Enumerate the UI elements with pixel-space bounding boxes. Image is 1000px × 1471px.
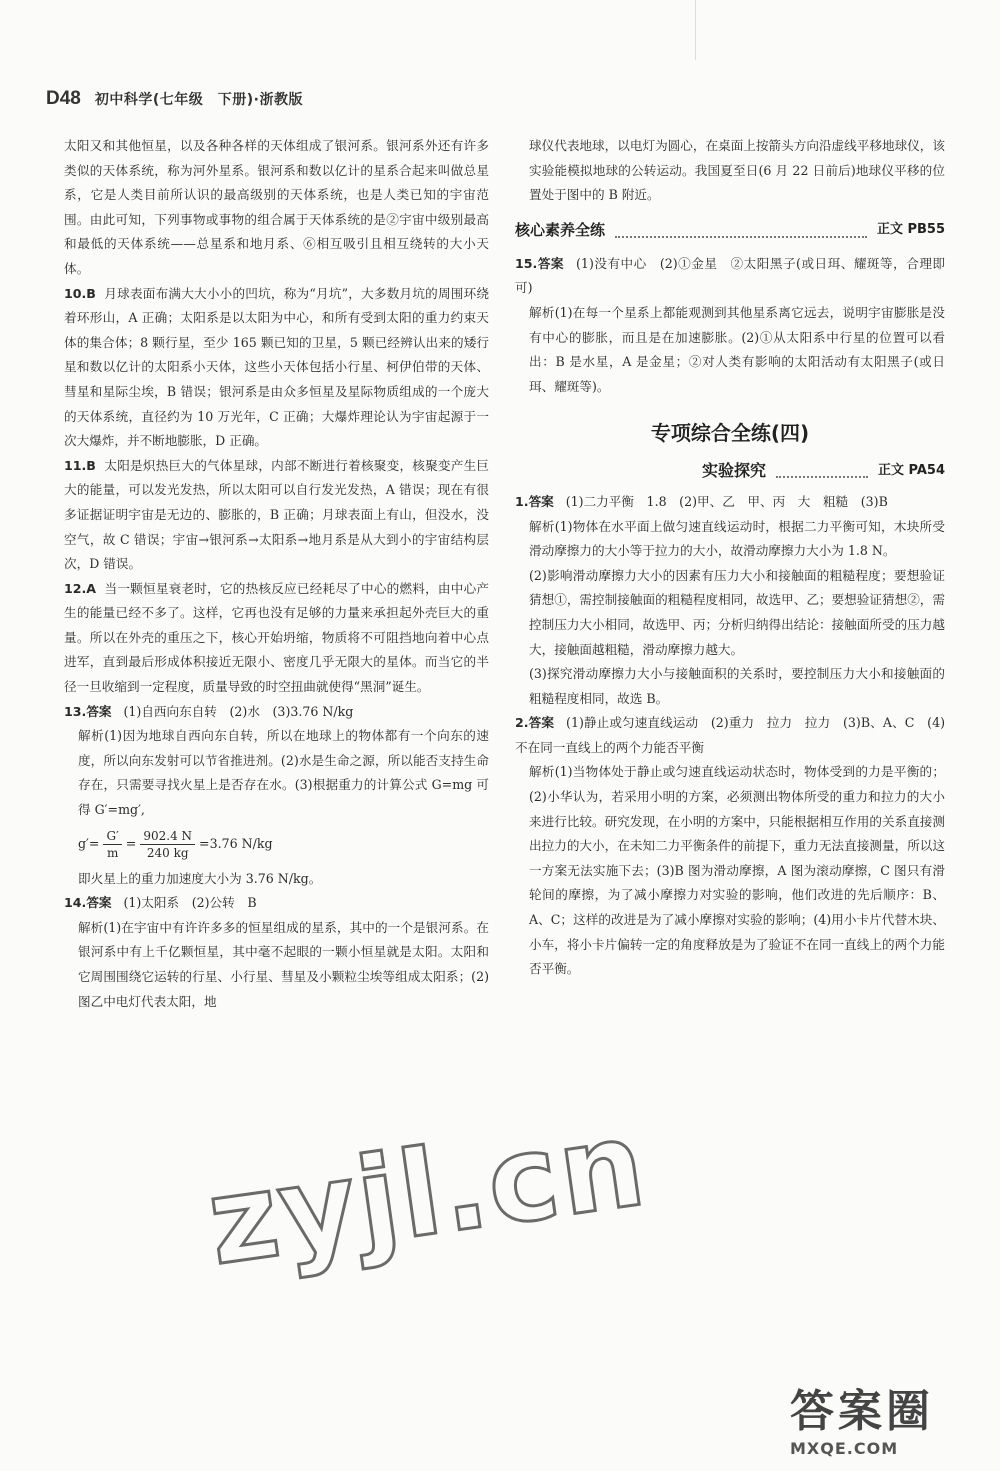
experiment-2-explanation — [515, 760, 945, 981]
question-11 — [64, 454, 489, 577]
section-title: 核心素养全练 — [515, 221, 606, 240]
dotted-leader — [615, 224, 867, 238]
question-13-conclusion: 即火星上的重力加速度大小为 3.76 N/kg。 — [78, 870, 322, 886]
answer-text: (1)没有中心 (2)①金星 ②太阳黑子(或日珥、耀斑等，合理即可) — [515, 255, 946, 296]
experiment-1-explanation-3: (3)探究滑动摩擦力大小与接触面积的关系时，要控制压力大小和接触面的粗糙程度相同，故选 B。 — [529, 666, 945, 706]
answer-label: 答案 — [86, 895, 112, 911]
question-text: 当一颗恒星衰老时，它的热核反应已经耗尽了中心的燃料，由中心产生的能量已经不多了。这样，它再也没有足够的力量来承担起外壳巨大的重量。所以在外壳的重压之下，核心开始坍缩，物质将不可阻挡地向着中心点进军，直到最后形成体积接近无限小、密度几乎无限大的星体。而当它的半径一旦收缩到一定程度，质量导致的时空扭曲就使得“黑洞”诞生。 — [64, 580, 489, 695]
formula-lhs: g′= — [78, 836, 100, 852]
question-12 — [64, 577, 489, 700]
question-text: 太阳是炽热巨大的气体星球，内部不断进行着核聚变，核聚变产生巨大的能量，可以发光发热，所以太阳可以自行发光发热，A 错误；现在有很多证据证明宇宙是无边的、膨胀的，B 正确；月球表面上有山，但没水，没空气，故 C 错误；宇宙→银河系→太阳系→地月系是从大到小的宇宙结构层次，D 错误。 — [64, 457, 490, 572]
explanation-text: (1)因为地球自西向东自转，所以在地球上的物体都有一个向东的速度，所以向东发射可以节省推进剂。(2)水是生命之源，所以能否支持生命存在，只需要寻找火星上是否存在水。(3)根据重力的计算公式 G=mg 可得 G′=mg′, — [78, 728, 490, 818]
question-number: 15. — [515, 255, 538, 271]
special-practice-title: 专项综合全练(四) — [650, 421, 810, 446]
right-column — [515, 134, 945, 982]
section-header-experiment — [515, 456, 945, 486]
fraction-denominator: m — [106, 846, 119, 861]
explanation-text: (1)当物体处于静止或匀速直线运动状态时，物体受到的力是平衡的；(2)小华认为，若采用小明的方案，必须测出物体所受的重力和拉力的大小来进行比较。研究发现，在小明的方案中，只能根据相互作用的关系直接测出拉力的大小，在未知二力平衡条件的前提下，重力无法直接测量，所以这一方案无法实施下去；(3)B 图为滑动摩擦，A 图为滚动摩擦，C 图只有滑轮间的摩擦，为了减小摩擦力对实验的影响，他们改进的先后顺序：B、A、C；这样的改进是为了减小摩擦对实验的影响；(4)用小卡片代替木块、小车，将小卡片偏转一定的角度释放是为了验证不在同一直线上的两个力能否平衡。 — [529, 764, 945, 977]
page-number: D48 — [46, 88, 81, 109]
fraction-values — [140, 828, 195, 861]
formula-equals: = — [125, 836, 137, 852]
question-number: 14. — [64, 895, 87, 911]
site-logo-url: MXQE.COM — [790, 1439, 899, 1458]
section-page-ref: 正文 PA54 — [877, 462, 945, 478]
site-logo — [790, 1375, 965, 1460]
question-10 — [64, 282, 489, 454]
question-14-continued: 球仪代表地球，以电灯为圆心，在桌面上按箭头方向沿虚线平移地球仪，该实验能模拟地球的公转运动。我国夏至日(6 月 22 日前后)地球仪平移的位置处于图中的 B 附近。 — [529, 138, 945, 203]
site-logo-mark: 答案圈 — [790, 1386, 934, 1437]
answer-label: 答案 — [86, 703, 112, 719]
question-13-answer — [64, 700, 489, 725]
explanation-label: 解析 — [78, 919, 104, 935]
question-number: 11.B — [64, 457, 96, 473]
answer-text: (1)自西向东自转 (2)水 (3)3.76 N/kg — [123, 703, 354, 719]
experiment-1-answer — [515, 490, 945, 515]
watermark-text: zyjl.cn — [200, 1093, 655, 1292]
fraction-numerator: G′ — [103, 828, 121, 845]
gravity-formula — [64, 823, 489, 867]
fraction-numerator: 902.4 N — [140, 828, 195, 845]
question-number: 1. — [515, 493, 529, 509]
explanation-text: (1)在每一个星系上都能观测到其他星系离它远去，说明宇宙膨胀是没有中心的膨胀，而且是在加速膨胀。(2)①从太阳系中行星的位置可以看出：B 是水星，A 是金星；②对人类有影响的太阳活动有太阳黑子(或日珥、耀斑等)。 — [529, 304, 945, 394]
page-header — [46, 88, 303, 118]
experiment-1-explanation — [515, 515, 945, 564]
question-14-answer — [64, 891, 489, 916]
intro-paragraph: 太阳又和其他恒星，以及各种各样的天体组成了银河系。银河系外还有许多类似的天体系统，称为河外星系。银河系和数以亿计的星系合起来叫做总星系，它是人类目前所认识的最高级别的天体系统，也是人类已知的宇宙范围。由此可知，下列事物或事物的组合属于天体系统的是②宇宙中级别最高和最低的天体系统——总星系和地月系、⑥相互吸引且相互绕转的大小天体。 — [64, 138, 489, 276]
explanation-text: (1)在宇宙中有许许多多的恒星组成的星系，其中的一个是银河系。在银河系中有上千亿颗恒星，其中毫不起眼的一颗小恒星就是太阳。太阳和它周围围绕它运转的行星、小行星、彗星及小颗粒尘埃等组成太阳系；(2)图乙中电灯代表太阳，地 — [78, 919, 490, 1009]
question-15-answer — [515, 252, 945, 301]
explanation-label: 解析 — [529, 304, 555, 320]
left-column — [64, 134, 489, 1014]
question-14-explanation — [64, 916, 489, 1014]
question-13-explanation — [64, 724, 489, 822]
question-15-explanation — [515, 301, 945, 399]
explanation-text: (1)物体在水平面上做匀速直线运动时，根据二力平衡可知，木块所受滑动摩擦力的大小等于拉力的大小，故滑动摩擦力大小为 1.8 N。 — [529, 518, 945, 559]
answer-text: (1)太阳系 (2)公转 B — [123, 895, 257, 911]
binding-line — [695, 0, 696, 60]
explanation-label: 解析 — [529, 518, 555, 534]
answer-label: 答案 — [537, 255, 565, 271]
question-number: 12.A — [64, 580, 97, 596]
question-number: 13. — [64, 703, 87, 719]
formula-rhs: =3.76 N/kg — [199, 836, 273, 852]
question-number: 2. — [515, 715, 529, 731]
explanation-label: 解析 — [529, 764, 555, 780]
explanation-label: 解析 — [78, 728, 105, 744]
question-text: 月球表面布满大大小小的凹坑，称为“月坑”，大多数月坑的周围环绕着环形山，A 正确；太阳系是以太阳为中心，和所有受到太阳的重力约束天体的集合体；8 颗行星，至少 165 颗已知的卫星，5 颗已经辨认出来的矮行星和数以亿计的太阳系小天体，这些小天体包括小行星、柯伊伯带的天体、彗星和星际尘埃，B 错误；银河系是由众多恒星及星际物质组成的一个庞大的天体系统，直径约为 10 万光年，C 正确；大爆炸理论认为宇宙起源于一次大爆炸，并不断地膨胀，D 正确。 — [64, 285, 489, 449]
section-header-core-literacy — [515, 216, 945, 246]
experiment-1-explanation-2: (2)影响滑动摩擦力大小的因素有压力大小和接触面的粗糙程度；要想验证猜想①，需控制接触面的粗糙程度相同，故选甲、乙；要想验证猜想②，需控制压力大小相同，故选甲、丙；分析归纳得出结论：接触面所受的压力越大，接触面越粗糙，滑动摩擦力越大。 — [529, 567, 945, 657]
answer-text: (1)静止或匀速直线运动 (2)重力 拉力 拉力 (3)B、A、C (4)不在同一直线上的两个力能否平衡 — [515, 715, 946, 755]
question-number: 10.B — [64, 285, 96, 301]
book-title: 初中科学(七年级 下册)·浙教版 — [94, 92, 303, 108]
dotted-leader — [776, 464, 868, 478]
answer-label: 答案 — [528, 715, 555, 731]
section-title: 实验探究 — [701, 460, 766, 480]
section-page-ref: 正文 PB55 — [876, 222, 945, 238]
answer-label: 答案 — [528, 493, 554, 509]
fraction-g-over-m — [103, 828, 121, 861]
fraction-denominator: 240 kg — [146, 846, 189, 861]
experiment-2-answer — [515, 711, 945, 760]
answer-text: (1)二力平衡 1.8 (2)甲、乙 甲、丙 大 粗糙 (3)B — [565, 493, 888, 509]
